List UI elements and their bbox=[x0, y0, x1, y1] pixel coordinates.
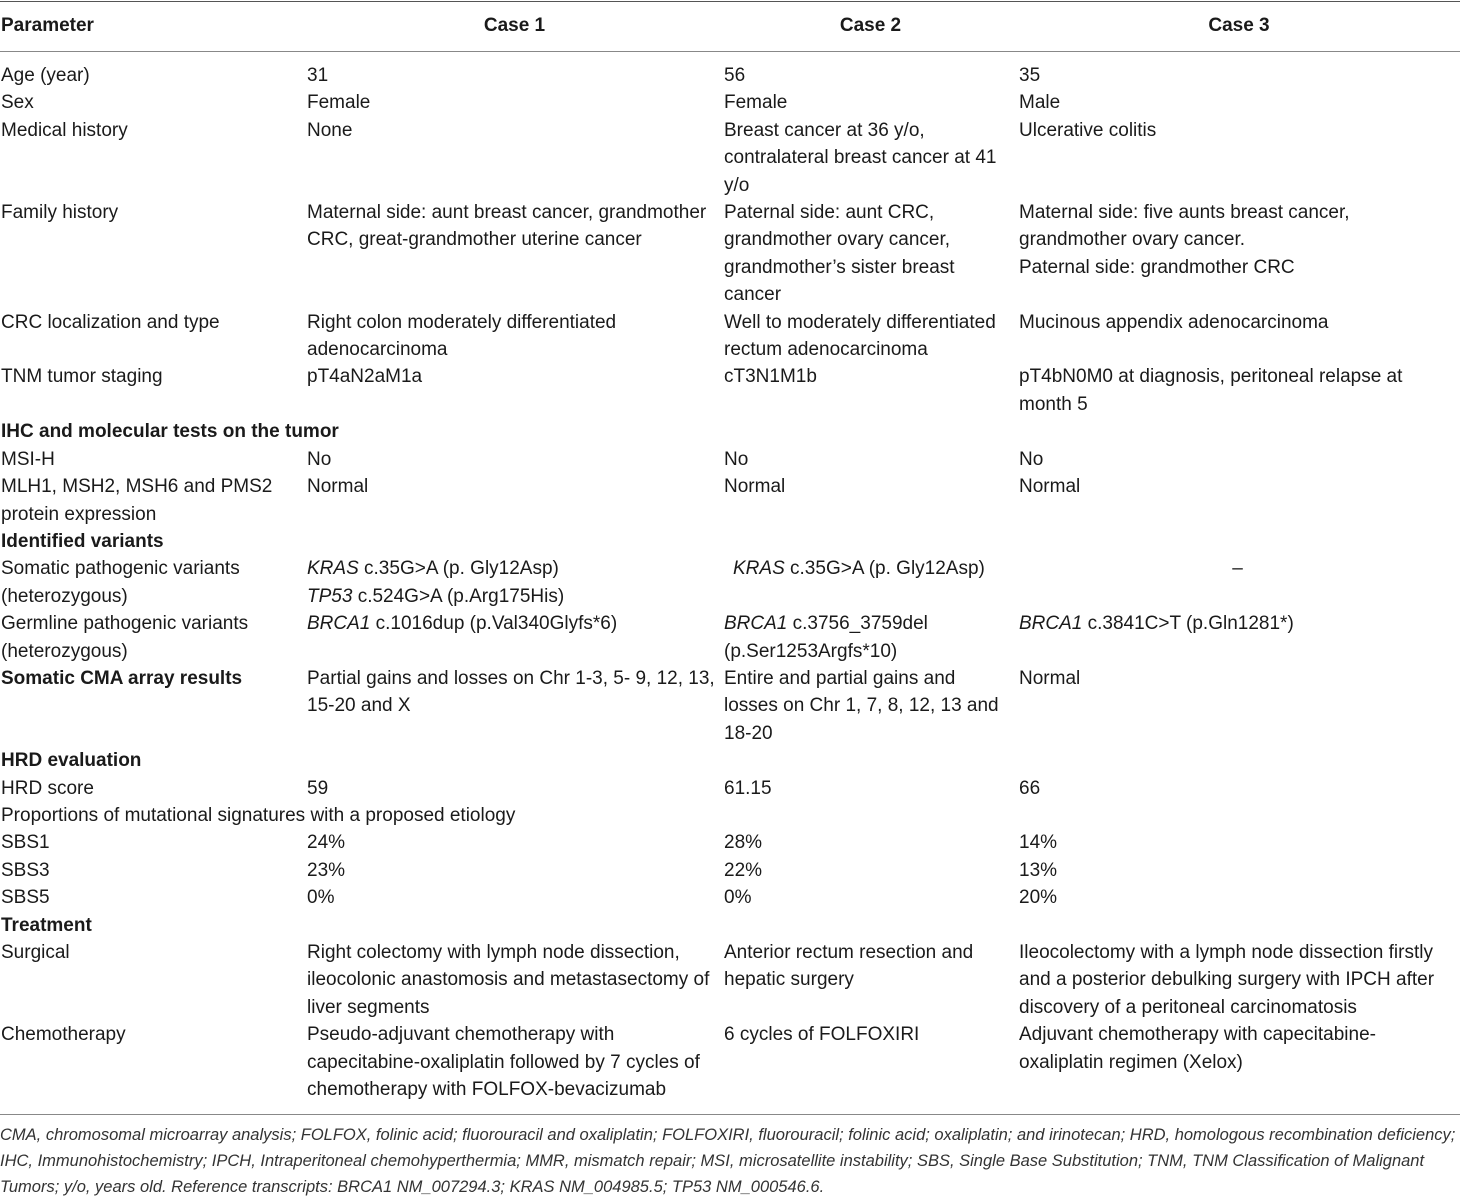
header-row bbox=[0, 0, 1460, 52]
table-row bbox=[0, 89, 1460, 116]
section-heading: HRD evaluation bbox=[1, 750, 142, 772]
value-cell-case-2: Paternal side: aunt CRC, grandmother ovary cancer, grandmother’s sister breast cancer bbox=[724, 202, 955, 306]
section-row bbox=[0, 528, 1460, 555]
row-label: CRC localization and type bbox=[1, 311, 220, 333]
value-cell-case-2: Normal bbox=[724, 476, 786, 498]
table-row bbox=[0, 555, 1460, 610]
span-label: Proportions of mutational signatures with a proposed etiology bbox=[1, 804, 516, 826]
row-label: Chemotherapy bbox=[1, 1024, 126, 1046]
value-cell-case-1: 31 bbox=[307, 65, 329, 86]
table-row bbox=[0, 829, 1460, 856]
table-row bbox=[0, 665, 1460, 747]
variant-notation: c.35G>A (p. Gly12Asp) bbox=[358, 558, 559, 580]
value-cell-case-2: 61.15 bbox=[724, 777, 772, 799]
variant-entry bbox=[307, 583, 719, 610]
row-label: TNM tumor staging bbox=[1, 366, 163, 388]
row-label: SBS5 bbox=[1, 887, 50, 909]
variant-entry bbox=[724, 555, 1014, 582]
value-cell-case-1: Female bbox=[307, 92, 371, 114]
row-label: Age (year) bbox=[1, 65, 90, 86]
value-cell-case-2: Anterior rectum resection and hepatic surgery bbox=[724, 942, 974, 991]
table-row bbox=[0, 363, 1460, 418]
variant-cell-case-3: – bbox=[1232, 558, 1243, 580]
gene-symbol: BRCA1 bbox=[1019, 613, 1083, 635]
row-label: Somatic CMA array results bbox=[1, 667, 243, 689]
value-cell-case-1: Pseudo-adjuvant chemotherapy with capecitabine-oxaliplatin followed by 7 cycles of chemotherapy with FOLFOX-bevacizumab bbox=[307, 1024, 700, 1101]
row-label: Sex bbox=[1, 92, 34, 114]
variant-notation: c.3841C>T (p.Gln1281*) bbox=[1082, 613, 1294, 635]
value-cell-case-2: 22% bbox=[724, 859, 763, 881]
variant-cell-case-1 bbox=[306, 555, 723, 610]
value-cell-case-1: 59 bbox=[307, 777, 329, 799]
table-row bbox=[0, 52, 1460, 89]
table-row bbox=[0, 857, 1460, 884]
variant-cell-case-2 bbox=[723, 610, 1018, 665]
row-label: MLH1, MSH2, MSH6 and PMS2 protein expression bbox=[1, 476, 273, 525]
variant-entry bbox=[724, 610, 1014, 665]
value-cell-case-3: No bbox=[1019, 448, 1044, 470]
value-cell-case-2: 0% bbox=[724, 887, 752, 909]
section-heading: Treatment bbox=[1, 914, 92, 936]
value-cell-case-3: pT4bN0M0 at diagnosis, peritoneal relapse at month 5 bbox=[1019, 366, 1403, 415]
value-cell-case-3: Ileocolectomy with a lymph node dissection firstly and a posterior debulking surgery with IPCH after discovery of a peritoneal carcinomatosis bbox=[1019, 942, 1435, 1018]
row-label: Somatic pathogenic variants (heterozygous) bbox=[1, 558, 240, 607]
gene-symbol: KRAS bbox=[307, 558, 359, 580]
row-label: MSI-H bbox=[1, 448, 55, 470]
value-cell-case-3: Adjuvant chemotherapy with capecitabine-oxaliplatin regimen (Xelox) bbox=[1019, 1024, 1376, 1073]
header-case-3: Case 3 bbox=[1208, 15, 1270, 36]
variant-entry bbox=[1019, 610, 1456, 637]
table-row bbox=[0, 473, 1460, 528]
value-cell-case-3: 66 bbox=[1019, 777, 1041, 799]
gene-symbol: BRCA1 bbox=[724, 613, 788, 635]
value-cell-case-2: 6 cycles of FOLFOXIRI bbox=[724, 1024, 920, 1046]
gene-symbol: BRCA1 bbox=[307, 613, 371, 635]
section-row bbox=[0, 912, 1460, 939]
table-row bbox=[0, 199, 1460, 309]
value-cell-case-1: Partial gains and losses on Chr 1-3, 5- 9, 12, 13, 15-20 and X bbox=[307, 667, 715, 717]
table-row bbox=[0, 1021, 1460, 1103]
value-cell-case-1: Right colectomy with lymph node dissection, ileocolonic anastomosis and metastasectomy of liver segments bbox=[307, 942, 710, 1018]
value-cell-case-3: Normal bbox=[1019, 667, 1081, 689]
row-label: Family history bbox=[1, 202, 119, 224]
table-row bbox=[0, 309, 1460, 364]
variant-notation: c.3756_3759del (p.Ser1253Argfs*10) bbox=[724, 613, 928, 662]
table-row bbox=[0, 884, 1460, 911]
table-row bbox=[0, 446, 1460, 473]
variant-entry bbox=[307, 555, 719, 582]
value-cell-case-3: Male bbox=[1019, 92, 1061, 114]
variant-notation: c.524G>A (p.Arg175His) bbox=[352, 585, 565, 607]
row-label: SBS1 bbox=[1, 832, 50, 854]
section-heading: Identified variants bbox=[1, 530, 164, 552]
variant-cell-case-3 bbox=[1018, 610, 1460, 665]
table-row bbox=[0, 939, 1460, 1021]
table-body bbox=[0, 52, 1460, 1103]
value-cell-case-1: pT4aN2aM1a bbox=[307, 366, 423, 388]
value-cell-case-1: No bbox=[307, 448, 332, 470]
value-cell-case-1: Right colon moderately differentiated adenocarcinoma bbox=[307, 311, 617, 361]
section-row bbox=[0, 418, 1460, 445]
header-case-1: Case 1 bbox=[483, 15, 546, 36]
row-label: Medical history bbox=[1, 119, 128, 141]
value-cell-case-1: Normal bbox=[307, 476, 369, 498]
row-label: HRD score bbox=[1, 777, 94, 799]
value-cell-case-3: 13% bbox=[1019, 859, 1058, 881]
section-row bbox=[0, 747, 1460, 774]
value-cell-case-3: 20% bbox=[1019, 887, 1058, 909]
value-cell-case-3: Maternal side: five aunts breast cancer, grandmother ovary cancer. Paternal side: grandmother CRC bbox=[1019, 202, 1350, 278]
gene-symbol: TP53 bbox=[307, 585, 353, 607]
variant-cell-case-1 bbox=[306, 610, 723, 665]
variant-notation: c.35G>A (p. Gly12Asp) bbox=[784, 558, 985, 580]
header-parameter: Parameter bbox=[1, 15, 94, 36]
bottom-rule bbox=[0, 1114, 1460, 1115]
table-row bbox=[0, 610, 1460, 665]
table-footnote: CMA, chromosomal microarray analysis; FOLFOX, folinic acid; fluorouracil and oxaliplatin; FOLFOXIRI, fluorouracil; folinic acid; oxaliplatin; and irinotecan; HRD, homologous recombination deficiency; IHC, Immunohistochemistry; IPCH, Intraperitoneal chemohyperthermia; MMR, mismatch repair; MSI, microsatellite instability; SBS, Single Base Substitution; TNM, TNM Classification of Malignant Tumors; y/o, years old. Reference transcripts: BRCA1 NM_007294.3; KRAS NM_004985.5; TP53 NM_000546.6. bbox=[0, 1126, 1456, 1196]
row-label: SBS3 bbox=[1, 859, 50, 881]
header-case-2: Case 2 bbox=[839, 15, 902, 36]
table-row bbox=[0, 775, 1460, 802]
value-cell-case-2: 28% bbox=[724, 832, 763, 854]
row-label: Germline pathogenic variants (heterozygous) bbox=[1, 613, 249, 662]
value-cell-case-3: Ulcerative colitis bbox=[1019, 119, 1157, 141]
section-heading: IHC and molecular tests on the tumor bbox=[1, 421, 339, 443]
value-cell-case-1: 23% bbox=[307, 859, 346, 881]
table-row bbox=[0, 802, 1460, 829]
variant-notation: c.1016dup (p.Val340Glyfs*6) bbox=[370, 613, 618, 635]
value-cell-case-3: 35 bbox=[1019, 65, 1041, 86]
variant-cell-case-2 bbox=[723, 555, 1018, 610]
row-label: Surgical bbox=[1, 942, 70, 963]
value-cell-case-3: 14% bbox=[1019, 832, 1058, 854]
value-cell-case-3: Normal bbox=[1019, 476, 1081, 498]
value-cell-case-2: cT3N1M1b bbox=[724, 366, 817, 388]
value-cell-case-2: Well to moderately differentiated rectum adenocarcinoma bbox=[724, 311, 996, 361]
value-cell-case-2: Breast cancer at 36 y/o, contralateral breast cancer at 41 y/o bbox=[724, 119, 997, 196]
value-cell-case-1: 0% bbox=[307, 887, 335, 909]
value-cell-case-1: Maternal side: aunt breast cancer, grandmother CRC, great-grandmother uterine cancer bbox=[307, 202, 707, 251]
value-cell-case-2: Female bbox=[724, 92, 788, 114]
value-cell-case-1: 24% bbox=[307, 832, 346, 854]
variant-entry bbox=[307, 610, 719, 637]
value-cell-case-2: No bbox=[724, 448, 749, 470]
value-cell-case-1: None bbox=[307, 119, 353, 141]
gene-symbol: KRAS bbox=[733, 558, 785, 580]
table-row bbox=[0, 117, 1460, 199]
value-cell-case-2: 56 bbox=[724, 65, 746, 86]
value-cell-case-3: Mucinous appendix adenocarcinoma bbox=[1019, 311, 1329, 333]
value-cell-case-2: Entire and partial gains and losses on Chr 1, 7, 8, 12, 13 and 18-20 bbox=[724, 667, 999, 744]
